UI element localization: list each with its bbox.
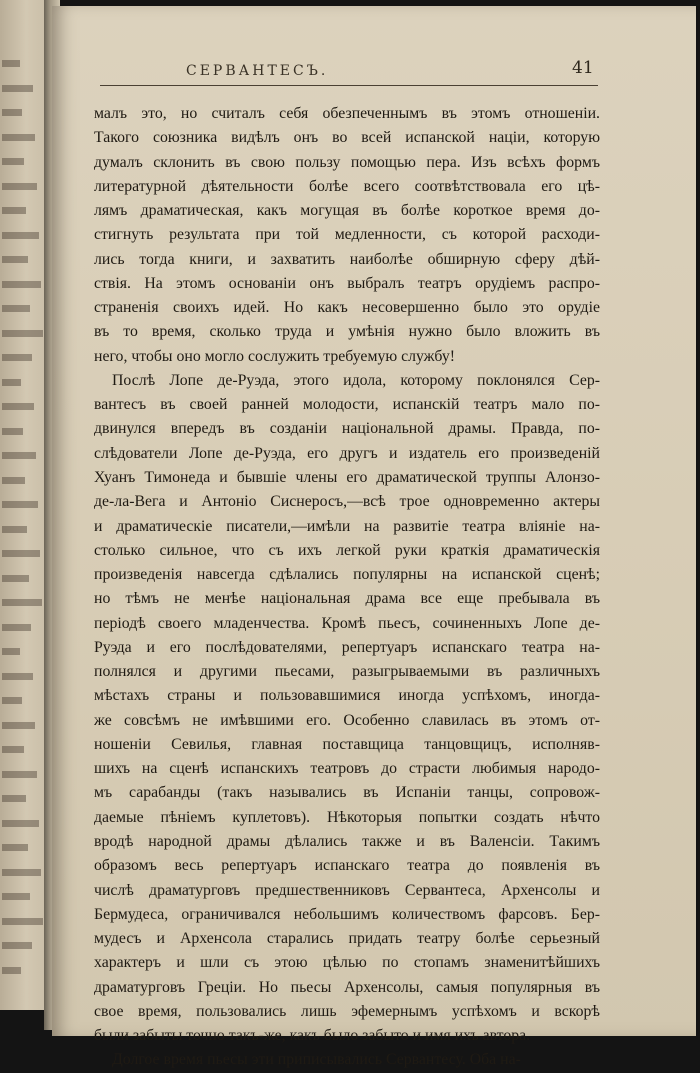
text-line: литературной дѣятельности болѣе всего соотвѣтствовала его цѣ- [94, 177, 600, 195]
text-line: и драматическiе писатели,—имѣли на развитiе театра влiянiе на- [94, 517, 600, 535]
facing-page-text-fragment [2, 624, 31, 631]
facing-page-text-fragment [2, 673, 33, 680]
text-line: лямъ драматическая, какъ могущая въ болѣе короткое время до- [94, 202, 600, 220]
facing-page-text-fragment [2, 550, 40, 557]
facing-page-text-fragment [2, 354, 32, 361]
text-line: даемые пѣнiемъ куплетовъ). Нѣкоторыя попытки создать нѣчто [94, 808, 600, 826]
text-line: вантесъ въ своей ранней молодости, испанскiй театръ мало по- [94, 396, 600, 414]
text-line: де-ла-Вега и Антонiо Сиснеросъ,—всѣ трое одновременно актеры [94, 493, 600, 511]
text-line: Послѣ Лопе де-Руэда, этого идола, которому поклонялся Сер- [112, 371, 600, 389]
header-rule [100, 85, 598, 86]
facing-page-text-fragment [2, 60, 20, 67]
facing-page-text-fragment [2, 330, 43, 337]
text-line: страненiя своихъ идей. Но какъ несовершенно было это орудiе [94, 299, 600, 317]
text-line: перiодѣ своего младенчества. Кромѣ пьесъ, сочиненныхъ Лопе де- [94, 614, 600, 632]
facing-page-text-fragment [2, 771, 37, 778]
facing-page-text-fragment [2, 967, 21, 974]
text-line: полнялся и другими пьесами, разыгрываемыми въ различныхъ [94, 663, 600, 681]
facing-page-text-fragment [2, 403, 34, 410]
facing-page-text-fragment [2, 281, 41, 288]
text-line: въ то время, сколько труда и умѣнiя нужно было вложить въ [94, 323, 600, 341]
facing-page-text-fragment [2, 428, 23, 435]
facing-page-text-fragment [2, 820, 39, 827]
facing-page-text-fragment [2, 722, 35, 729]
text-line: малъ это, но считалъ себя обезпеченнымъ въ этомъ отношенiи. [94, 105, 600, 122]
text-line: характеръ и шли съ этою цѣлью по стопамъ знаменитѣйшихъ [94, 954, 600, 972]
body-text [94, 102, 600, 1073]
text-line: слѣдователи Лопе де-Руэда, его другъ и издатель его произведенiй [94, 444, 600, 462]
facing-page-text-fragment [2, 85, 33, 92]
facing-page-text-fragment [2, 869, 41, 876]
text-line: мъ сарабанды (такъ назывались въ Испанiи танцы, сопровож- [94, 784, 600, 802]
facing-page-text-fragment [2, 844, 28, 851]
facing-page-text-fragment [2, 526, 27, 533]
text-line: образомъ весь репертуаръ испанскаго театра до появленiя въ [94, 857, 600, 875]
text-line: ствiя. На этомъ основанiи онъ выбралъ театръ орудiемъ распро- [94, 274, 600, 292]
text-line: Руэда и его послѣдователями, репертуаръ испанскаго театра на- [94, 638, 600, 656]
facing-page-text-fragment [2, 207, 26, 214]
facing-page-text-fragment [2, 452, 36, 459]
facing-page-text-fragment [2, 918, 43, 925]
facing-page-text-fragment [2, 697, 22, 704]
facing-page-text-fragment [2, 746, 24, 753]
text-line: столько сильное, что съ ихъ легкой руки краткiя драматическiя [94, 541, 600, 559]
text-line: стигнуть результата при той медленности, съ которой расходи- [94, 226, 600, 244]
text-line: Долгое время пьесы эти приписывались Сервантесу. Оба на- [112, 1051, 521, 1069]
facing-page-text-fragment [2, 256, 28, 263]
text-line: него, чтобы оно могло сослужить требуемую службу! [94, 347, 455, 365]
text-line: Бермудеса, ограничивался небольшимъ количествомъ фарсовъ. Бер- [94, 905, 600, 923]
text-line: мудесъ и Архенсола старались придать театру болѣе серьезный [94, 930, 600, 948]
facing-page-text-fragment [2, 893, 30, 900]
facing-page-text-fragment [2, 305, 30, 312]
text-line: двинулся впередъ въ созданiи нацiональной драмы. Правда, по- [94, 420, 600, 438]
facing-page-text-fragment [2, 158, 24, 165]
facing-page-text-fragment [2, 795, 26, 802]
facing-page-text-fragment [2, 232, 39, 239]
running-title: СЕРВАНТЕСЪ. [186, 63, 329, 79]
text-line: лись тогда книги, и захватить наиболѣе обширную сферу дѣй- [94, 250, 600, 268]
facing-page-text-fragment [2, 575, 29, 582]
text-line: ношенiи Севилья, главная поставщица танцовщицъ, исполняв- [94, 735, 600, 753]
text-line: думалъ склонить въ свою пользу помощью пера. Изъ всѣхъ формъ [94, 153, 600, 171]
facing-page-text-fragment [2, 134, 35, 141]
text-line: вродѣ народной драмы дѣлались также и въ Валенсiи. Такимъ [94, 832, 600, 850]
facing-page-text-fragment [2, 379, 21, 386]
facing-page-text-fragment [2, 648, 20, 655]
facing-page-text-fragment [2, 183, 37, 190]
text-line: были забыты точно такъ-же, какъ было забыто и имя ихъ автора. [94, 1027, 531, 1045]
facing-page-text-fragment [2, 599, 42, 606]
text-line: свое время, пользовались лишь эфемернымъ успѣхомъ и вскорѣ [94, 1002, 600, 1020]
text-line: шихъ на сценѣ испанскихъ театровъ до страсти любимыя народо- [94, 760, 600, 778]
text-line: драматурговъ Грецiи. Но пьесы Архенсолы, самыя популярныя въ [94, 978, 600, 996]
facing-page-text-fragment [2, 942, 32, 949]
text-line: мѣстахъ страны и пользовавшимися иногда успѣхомъ, иногда- [94, 687, 600, 705]
text-line: Хуанъ Тимонеда и бывшiе члены его драматической труппы Алонзо- [94, 468, 600, 486]
facing-page-text-fragment [2, 501, 38, 508]
text-line: Такого союзника видѣлъ онъ во всей испанской нацiи, которую [94, 129, 600, 147]
text-line: же совсѣмъ не имѣвшими его. Особенно славилась въ этомъ от- [94, 711, 600, 729]
facing-page-text-fragment [2, 109, 22, 116]
facing-page-text-fragment [2, 477, 25, 484]
text-line: но тѣмъ не менѣе нацiональная драма все еще пребывала въ [94, 590, 600, 608]
page-number: 41 [572, 58, 594, 78]
text-line: произведенiя навсегда сдѣлались популярны на испанской сценѣ; [94, 566, 600, 584]
text-line: числѣ драматурговъ предшественниковъ Сервантеса, Архенсолы и [94, 881, 600, 899]
